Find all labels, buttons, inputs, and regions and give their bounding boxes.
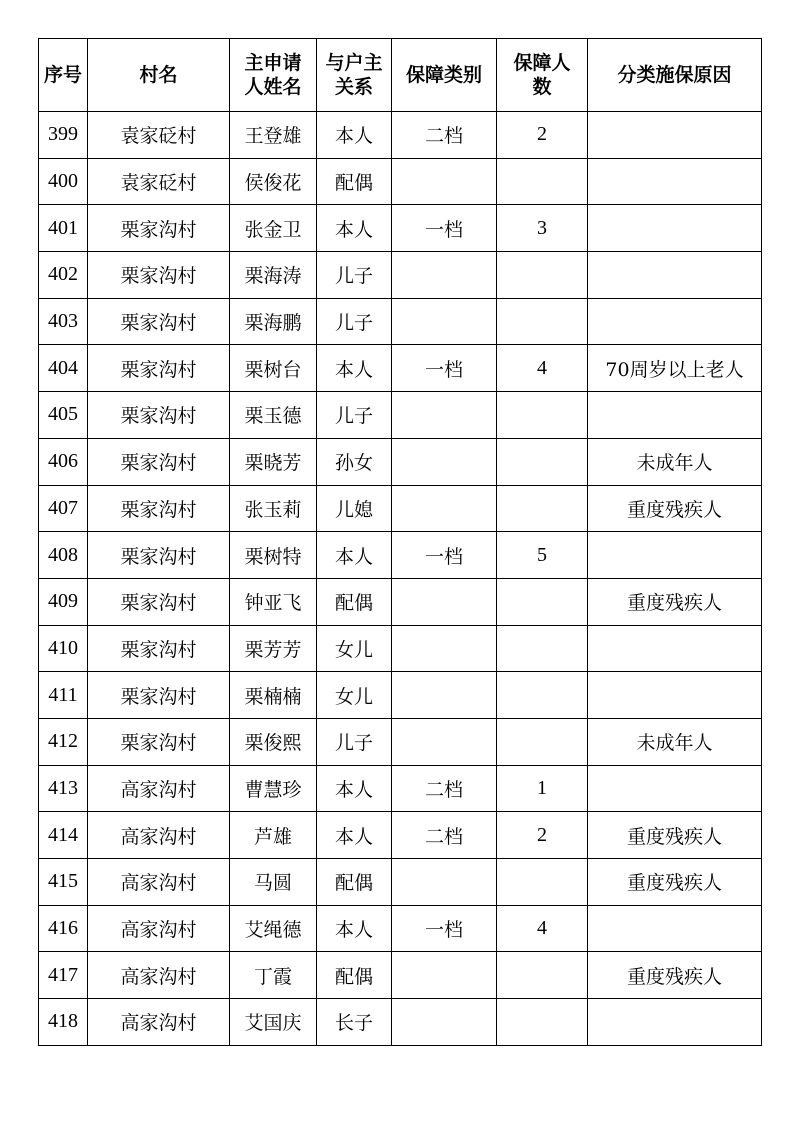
table-row [39, 112, 762, 159]
cell-count: 3 [497, 205, 588, 252]
table-row [39, 625, 762, 672]
cell-applicant-name: 栗芳芳 [230, 625, 317, 672]
cell-count [497, 625, 588, 672]
table-row [39, 532, 762, 579]
cell-relation: 本人 [317, 205, 392, 252]
cell-seq: 415 [39, 859, 88, 906]
cell-relation: 儿子 [317, 718, 392, 765]
table-row [39, 345, 762, 392]
header-relation-line1: 与户主 [325, 52, 383, 74]
cell-reason [588, 532, 762, 579]
cell-village: 高家沟村 [88, 765, 230, 812]
cell-village: 栗家沟村 [88, 625, 230, 672]
cell-relation: 本人 [317, 905, 392, 952]
cell-applicant-name: 艾绳德 [230, 905, 317, 952]
cell-relation: 孙女 [317, 438, 392, 485]
cell-seq: 406 [39, 438, 88, 485]
cell-reason [588, 112, 762, 159]
cell-reason [588, 252, 762, 299]
header-reason: 分类施保原因 [588, 39, 762, 112]
cell-village: 栗家沟村 [88, 672, 230, 719]
table-header [39, 39, 762, 112]
table-row [39, 252, 762, 299]
cell-reason: 重度残疾人 [588, 485, 762, 532]
table-row [39, 485, 762, 532]
header-applicant-line2: 人姓名 [244, 76, 302, 98]
cell-category: 二档 [392, 765, 497, 812]
table-body [39, 112, 762, 1046]
header-relation-line2: 关系 [334, 76, 373, 98]
header-village: 村名 [88, 39, 230, 112]
cell-village: 栗家沟村 [88, 578, 230, 625]
table-row [39, 205, 762, 252]
cell-seq: 418 [39, 999, 88, 1046]
cell-village: 袁家砭村 [88, 112, 230, 159]
header-category: 保障类别 [392, 39, 497, 112]
cell-relation: 女儿 [317, 625, 392, 672]
cell-applicant-name: 栗海鹏 [230, 298, 317, 345]
cell-reason [588, 905, 762, 952]
cell-applicant-name: 芦雄 [230, 812, 317, 859]
cell-applicant-name: 钟亚飞 [230, 578, 317, 625]
cell-reason [588, 672, 762, 719]
cell-count [497, 485, 588, 532]
cell-village: 高家沟村 [88, 812, 230, 859]
cell-reason [588, 392, 762, 439]
cell-count [497, 718, 588, 765]
header-count [497, 39, 588, 112]
cell-category: 一档 [392, 345, 497, 392]
cell-category [392, 999, 497, 1046]
cell-relation: 儿子 [317, 392, 392, 439]
table-row [39, 578, 762, 625]
cell-village: 栗家沟村 [88, 392, 230, 439]
cell-village: 高家沟村 [88, 905, 230, 952]
cell-seq: 407 [39, 485, 88, 532]
cell-seq: 411 [39, 672, 88, 719]
cell-reason: 重度残疾人 [588, 952, 762, 999]
cell-village: 高家沟村 [88, 999, 230, 1046]
cell-category [392, 298, 497, 345]
cell-reason: 重度残疾人 [588, 859, 762, 906]
cell-applicant-name: 艾国庆 [230, 999, 317, 1046]
cell-category: 二档 [392, 112, 497, 159]
assistance-table [38, 38, 762, 1046]
table-row [39, 392, 762, 439]
cell-count [497, 578, 588, 625]
cell-relation: 儿子 [317, 298, 392, 345]
table-row [39, 999, 762, 1046]
cell-relation: 长子 [317, 999, 392, 1046]
cell-applicant-name: 栗树台 [230, 345, 317, 392]
cell-count: 4 [497, 905, 588, 952]
cell-reason [588, 765, 762, 812]
cell-reason [588, 999, 762, 1046]
table-row [39, 905, 762, 952]
cell-seq: 400 [39, 158, 88, 205]
cell-village: 袁家砭村 [88, 158, 230, 205]
header-relation [317, 39, 392, 112]
cell-category [392, 859, 497, 906]
cell-count [497, 672, 588, 719]
cell-applicant-name: 张金卫 [230, 205, 317, 252]
cell-seq: 399 [39, 112, 88, 159]
cell-applicant-name: 马圆 [230, 859, 317, 906]
cell-count: 2 [497, 112, 588, 159]
cell-category [392, 485, 497, 532]
cell-relation: 本人 [317, 765, 392, 812]
cell-village: 高家沟村 [88, 952, 230, 999]
cell-applicant-name: 曹慧珍 [230, 765, 317, 812]
cell-seq: 416 [39, 905, 88, 952]
cell-category [392, 718, 497, 765]
cell-count [497, 392, 588, 439]
header-count-line2: 数 [532, 76, 552, 98]
cell-relation: 本人 [317, 532, 392, 579]
cell-reason [588, 625, 762, 672]
cell-count [497, 158, 588, 205]
cell-reason: 70周岁以上老人 [588, 345, 762, 392]
cell-count [497, 298, 588, 345]
cell-reason: 重度残疾人 [588, 812, 762, 859]
cell-seq: 408 [39, 532, 88, 579]
cell-seq: 404 [39, 345, 88, 392]
cell-count [497, 859, 588, 906]
cell-village: 栗家沟村 [88, 438, 230, 485]
cell-applicant-name: 栗海涛 [230, 252, 317, 299]
cell-village: 栗家沟村 [88, 718, 230, 765]
cell-seq: 409 [39, 578, 88, 625]
cell-relation: 本人 [317, 812, 392, 859]
table-row [39, 812, 762, 859]
cell-category [392, 438, 497, 485]
cell-seq: 401 [39, 205, 88, 252]
cell-applicant-name: 王登雄 [230, 112, 317, 159]
table-row [39, 952, 762, 999]
cell-seq: 412 [39, 718, 88, 765]
cell-relation: 儿媳 [317, 485, 392, 532]
cell-relation: 本人 [317, 345, 392, 392]
cell-reason [588, 158, 762, 205]
cell-category [392, 578, 497, 625]
cell-count [497, 438, 588, 485]
cell-seq: 417 [39, 952, 88, 999]
cell-category [392, 158, 497, 205]
cell-seq: 402 [39, 252, 88, 299]
cell-category [392, 672, 497, 719]
cell-category [392, 392, 497, 439]
table-row [39, 158, 762, 205]
cell-reason: 未成年人 [588, 438, 762, 485]
cell-applicant-name: 栗俊熙 [230, 718, 317, 765]
cell-category: 一档 [392, 532, 497, 579]
cell-seq: 403 [39, 298, 88, 345]
cell-count [497, 252, 588, 299]
table-row [39, 438, 762, 485]
header-applicant-line1: 主申请 [244, 52, 302, 74]
cell-relation: 本人 [317, 112, 392, 159]
cell-village: 栗家沟村 [88, 485, 230, 532]
cell-category [392, 625, 497, 672]
cell-applicant-name: 栗楠楠 [230, 672, 317, 719]
cell-category: 一档 [392, 905, 497, 952]
cell-applicant-name: 丁霞 [230, 952, 317, 999]
header-seq: 序号 [39, 39, 88, 112]
cell-count [497, 999, 588, 1046]
cell-relation: 配偶 [317, 578, 392, 625]
cell-seq: 405 [39, 392, 88, 439]
header-row [39, 39, 762, 112]
cell-category: 一档 [392, 205, 497, 252]
cell-village: 高家沟村 [88, 859, 230, 906]
cell-category [392, 252, 497, 299]
cell-count: 4 [497, 345, 588, 392]
cell-count: 1 [497, 765, 588, 812]
cell-applicant-name: 栗玉德 [230, 392, 317, 439]
cell-applicant-name: 栗树特 [230, 532, 317, 579]
cell-reason [588, 205, 762, 252]
cell-seq: 413 [39, 765, 88, 812]
table-row [39, 765, 762, 812]
cell-village: 栗家沟村 [88, 532, 230, 579]
cell-seq: 414 [39, 812, 88, 859]
cell-count: 5 [497, 532, 588, 579]
cell-relation: 女儿 [317, 672, 392, 719]
cell-count: 2 [497, 812, 588, 859]
cell-village: 栗家沟村 [88, 205, 230, 252]
cell-reason [588, 298, 762, 345]
cell-relation: 配偶 [317, 859, 392, 906]
cell-village: 栗家沟村 [88, 345, 230, 392]
cell-category [392, 952, 497, 999]
cell-village: 栗家沟村 [88, 298, 230, 345]
table-row [39, 298, 762, 345]
table-row [39, 718, 762, 765]
cell-applicant-name: 张玉莉 [230, 485, 317, 532]
cell-relation: 配偶 [317, 952, 392, 999]
cell-count [497, 952, 588, 999]
cell-relation: 配偶 [317, 158, 392, 205]
cell-relation: 儿子 [317, 252, 392, 299]
table-row [39, 672, 762, 719]
table-row [39, 859, 762, 906]
cell-reason: 未成年人 [588, 718, 762, 765]
cell-village: 栗家沟村 [88, 252, 230, 299]
cell-category: 二档 [392, 812, 497, 859]
cell-applicant-name: 侯俊花 [230, 158, 317, 205]
cell-reason: 重度残疾人 [588, 578, 762, 625]
header-count-line1: 保障人 [513, 52, 571, 74]
header-applicant-name [230, 39, 317, 112]
cell-applicant-name: 栗晓芳 [230, 438, 317, 485]
cell-seq: 410 [39, 625, 88, 672]
